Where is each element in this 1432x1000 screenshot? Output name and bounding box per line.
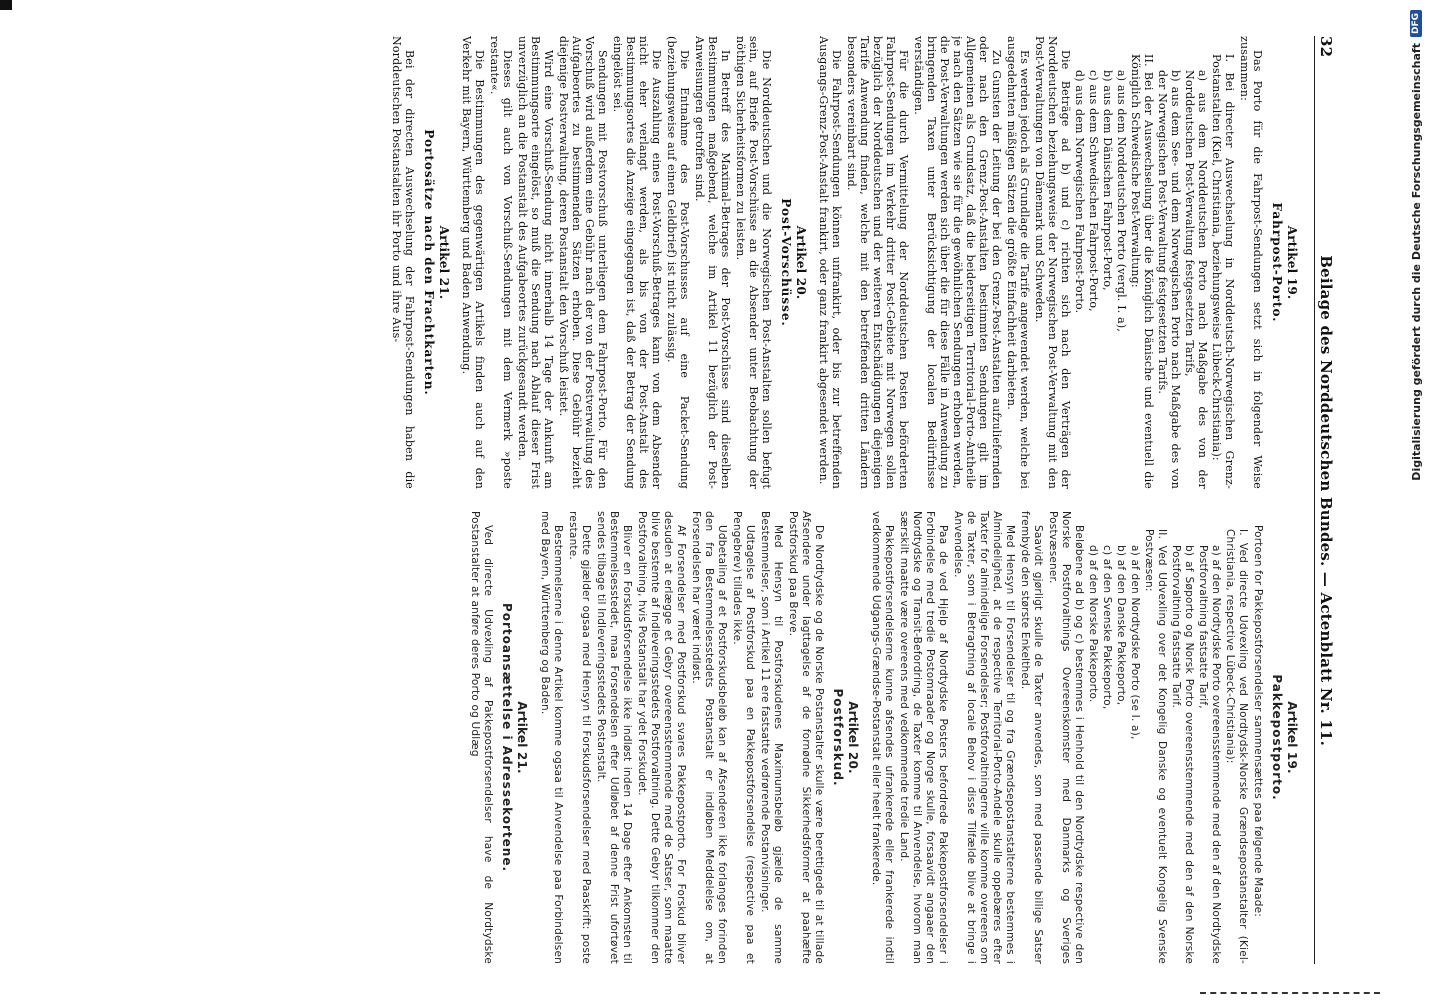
article-20-title: Artikel 20. [794, 225, 808, 300]
list-item: II. Ved Udvexling over det Kongelig Danske og eventuelt Kongelig Svenske Postvæsen: [1143, 529, 1168, 964]
article-21-subtitle: Portosätze nach den Frachtkarten. [422, 129, 436, 396]
german-column [30, 36, 1308, 489]
paragraph: Die Entnahme des Post-Vorschusses auf eine Packet-Sendung (beziehungsweise auf einen Geldbrief) ist nicht zulässig. [665, 36, 691, 489]
paragraph: Med Hensyn til Forsendelser til og fra Grændsepostanstalterne bestemmes i Almindelighed, at de respective Territorial-Porto-Andele skulle oppebæres efter Taxter for almindelige Forsendelser; Postforvaltningerne ville komme overeens om de Taxter, som i Betragtning af locale Behov i disse Tilfælde blive at bringe i Anvendelse. [952, 511, 1016, 964]
paragraph: Bliver en Forskudsforsendelse ikke indløst inden 14 Dage efter Ankomsten til Bestemmelsesstedet, maa Forsendelsen efter Udløbet af denne Frist ufortøvet sendes tilbage til Indleveringsstedets Postanstalt. [595, 511, 633, 964]
paragraph: Die Beträge ad b) und c) richten sich nach den Verträgen der Norddeutschen beziehungsweise der Norwegischen Post-Verwaltung mit den Post-Verwaltungen von Dänemark und Schweden. [1033, 36, 1072, 489]
list-item: d) aus dem Norwegischen Fahrpost-Porto. [1073, 70, 1086, 314]
list-item: b) aus dem Dänischen Fahrpost-Porto, [1101, 70, 1114, 291]
article-19-subtitle: Pakkepostporto. [1270, 674, 1284, 801]
list-item: a) aus dem Norddeutschen Porto (vergl. I. a), [1115, 70, 1128, 333]
paragraph: Sendungen mit Postvorschuß unterliegen dem Fahrpost-Porto. Für den Vorschuß wird außerdem eine Gebühr nach der von der Postverwaltung des Aufgabeortes zu bestimmenden Sätzen erhoben. Diese Gebühr bezieht diejenige Postverwaltung, deren Postanstalt den Vorschuß leistet. [557, 36, 609, 489]
article-21-title: Artikel 21. [437, 225, 451, 300]
paragraph: Ved directe Udvexling af Pakkepostforsendelser have de Nordtydske Postanstalter at anføre deres Porto og Udlæg [469, 511, 494, 964]
page-title: Beilage des Norddeutschen Bundes. — Actenblatt Nr. 11. [1317, 255, 1335, 747]
list-item: c) af den Svenske Pakkeporto, [1101, 545, 1113, 710]
list-item: a) af den Nordtydske Porto overeensstemmende med den af den Nordtydske Postforvaltning fastsatte Tarif, [1197, 545, 1222, 964]
paragraph: Af Forsendelser med Postforskud svares Pakkepostporto. For Forskud bliver desuden at erlægge et Gebyr overeensstemmende med de Satser, som maatte blive bestemte af Indleveringsstedets Postforvaltning. Dette Gebyr tilkommer den Postforvaltning, hvis Postanstalt har ydet Forskudet. [636, 511, 687, 964]
page-number: 32 [1317, 36, 1335, 58]
article-19-subtitle: Fahrpost-Porto. [1270, 202, 1284, 323]
paragraph: Bei der directen Auswechselung der Fahrpost-Sendungen haben die Norddeutschen Postanstalten ihr Porto und ihre Aus- [390, 36, 416, 489]
list-item: I. Bei directer Auswechselung in Norddeutsch-Norwegischen Grenz-Postanstalten (Kiel, Christiania, beziehungsweise Lübeck-Christiania): [1210, 54, 1236, 489]
paragraph: Dieses gilt auch von Vorschuß-Sendungen mit dem Vermerk »poste restante«. [488, 36, 514, 489]
list-item: I. Ved directe Udvexling ved Nordtydsk-Norske Grændsepostanstalter (Kiel-Christiania, respective Lübeck-Christiania): [1224, 529, 1249, 964]
article-19-title: Artikel 19. [1285, 701, 1299, 774]
article-20-title: Artikel 20. [846, 701, 860, 774]
paragraph: In Betreff des Maximal-Betrages der Post-Vorschüsse sind dieselben Bestimmungen maßgebend, welche im Artikel 11 bezüglich der Post-Anweisungen getroffen sind. [693, 36, 732, 489]
paragraph: Beløbene ad b) og c) bestemmes i Henhold til den Nordtydske respective den Norske Postforvaltnings Overeenskomster med Danmarks og Sveriges Postvæsener. [1047, 511, 1085, 964]
dfg-logo: DFG [1410, 10, 1422, 37]
digitization-credit-text: Digitalisierung gefördert durch die Deutsche Forschungsgemeinschaft [1409, 43, 1423, 481]
norwegian-column [30, 511, 1308, 964]
paragraph: Portoen for Pakkepostforsendelser sammensættes paa følgende Maade: [1252, 525, 1264, 918]
paragraph: Wird eine Vorschuß-Sendung nicht innerhalb 14 Tage der Ankunft am Bestimmungsorte eingelöst, so muß die Sendung nach Ablauf dieser Frist unverzüglich an die Postanstalt des Aufgabeortes zurückgesandt werden. [516, 36, 555, 489]
list-item: II. Bei der Auswechselung über die Königlich Dänische und eventuell die Königlich Schwedische Post-Verwaltung: [1129, 54, 1155, 489]
list-item: c) aus dem Schwedischen Fahrpost-Porto, [1087, 70, 1100, 312]
article-20-subtitle: Post-Vorschüsse. [779, 198, 793, 327]
text-columns [30, 36, 1308, 964]
list-item: a) aus dem Norddeutschen Porto nach Maßgabe des von der Norddeutschen Post-Verwaltung festgesetzten Tarifs, [1183, 70, 1209, 489]
paragraph: Die Bestimmungen des gegenwärtigen Artikels finden auch auf den Verkehr mit Bayern, Württemberg und Baden Anwendung. [460, 36, 486, 489]
paragraph: Dette gjælder ogsaa med Hensyn til Forskudsforsendelser med Paaskrift: poste restante. [567, 511, 592, 964]
page-content [20, 36, 1335, 964]
paragraph: Paa de ved Hjelp af Nordtydske Posters befordrede Pakkepostforsendelser i Forbindelse med tredie Postomraader og Norge skulle, forsaavidt angaaer den Nordtydske og Transit-Befordring, de Taxter komme til Anvendelse, hvorom man særskilt maatte være overeens med vedkommende tredie Land. [898, 511, 949, 964]
paragraph: Saavidt gjørligt skulle de Taxter anvendes, som med passende billige Satser frembyde den største Enkelthed. [1019, 511, 1044, 964]
running-head [1314, 36, 1335, 964]
paragraph: Die Norddeutschen und die Norwegischen Post-Anstalten sollen befugt sein, auf Briefe Post-Vorschüsse an die Absender unter Beobachtung der nöthigen Sicherheitsformen zu leisten. [734, 36, 773, 489]
paragraph: Für die durch Vermittelung der Norddeutschen Posten beförderten Fahrpost-Sendungen im Verkehr dritter Post-Gebiete mit Norwegen sollen bezüglich der Norddeutschen und der weiteren Entschädigungen diejenigen Tarife Anwendung finden, welche mit den betreffenden dritten Ländern besonders vereinbart sind. [845, 36, 910, 489]
article-20-subtitle: Postforskud. [831, 688, 845, 787]
list-item: b) af den Danske Pakkeporto, [1115, 545, 1127, 706]
list-item: b) aus dem See- und dem Norwegischen Porto nach Maßgabe des von der Norwegischen Post-Verwaltung festgesetzten Tarifs. [1156, 70, 1182, 489]
digitization-credit [1400, 0, 1432, 1000]
paragraph: Udtagelse af Postforskud paa en Pakkepostforsendelse (respective paa et Pengebrev) tillades ikke. [731, 511, 756, 964]
article-19-title: Artikel 19. [1285, 225, 1299, 300]
paragraph: Es werden jedoch als Grundlage die Tarife angewendet werden, welche bei ausgedehnten mäßigen Sätzen die größte Einfachheit darbieten. [1005, 36, 1031, 489]
paragraph: Die Fahrpost-Sendungen können unfrankirt, oder bis zur betreffenden Ausgangs-Grenz-Post-Anstalt frankirt, oder ganz frankirt abgesendet werden. [817, 36, 843, 489]
list-item: a) af den Nordtydske Porto (se I. a), [1129, 545, 1141, 740]
scan-edge-marks [1200, 992, 1380, 998]
list-item: b) af Søporto og Norsk Porto overeensstemmende med den af den Norske Postforvaltning fastsatte Tarif. [1170, 545, 1195, 964]
paragraph: Zu Gunsten der Leitung der bei den Grenz-Post-Anstalten aufzuliefernden oder nach den Grenz-Post-Anstalten bestimmten Sendungen gilt im Allgemeinen als Grundsatz, daß die beiderseitigen Territorial-Porto-Antheile je nach den Sätzen wie sie für die gewöhnlichen Sendungen erhoben werden, die Post-Verwaltungen werden sich über die für diese Fälle in Anwendung zu bringenden Taxen unter Berücksichtigung der localen Bedürfnisse verständigen. [912, 36, 1003, 489]
paragraph: Das Porto für die Fahrpost-Sendungen setzt sich in folgender Weise zusammen: [1238, 36, 1264, 489]
paragraph: De Nordtydske og de Norske Postanstalter skulle være berettigede til at tillade Afsendere under Iagttagelse af de fornødne Sikkerhedsformer at paahæfte Postforskud paa Breve. [787, 511, 825, 964]
digitization-strip [1400, 0, 1432, 1000]
article-21-subtitle: Portoansættelse i Adressekortene. [500, 602, 514, 873]
paragraph: Die Auszahlung eines Post-Vorschuß-Betrages kann von dem Absender nicht eher verlangt werden, als bis von der Post-Anstalt des Bestimmungsortes die Anzeige eingegangen ist, daß der Betrag der Sendung eingelöst sei. [611, 36, 663, 489]
paragraph: Med Hensyn til Postforskudenes Maximumsbeløb gjælde de samme Bestemmelser, som i Artikel 11 ere fastsatte vedrørende Postanvisninger. [759, 511, 784, 964]
paragraph: Bestemmelserne i denne Artikel komme ogsaa til Anvendelse paa Forbindelsen med Bayern, Württemberg og Baden. [539, 511, 564, 964]
article-21-title: Artikel 21. [515, 701, 529, 774]
paragraph: Udbetaling af et Postforskudsbeløb kan af Afsenderen ikke forlanges forinden den fra Bestemmelsesstedets Postanstalt er indløben Meddelelse om, at Forsendelsen har været indløst. [690, 511, 728, 964]
paragraph: Pakkepostforsendelserne kunne afsendes ufrankerede eller frankerede indtil vedkommende Udgangs-Grændse-Postanstalt eller heelt frankerede. [870, 511, 895, 964]
list-item: d) af den Norske Pakkeporto. [1087, 545, 1099, 703]
